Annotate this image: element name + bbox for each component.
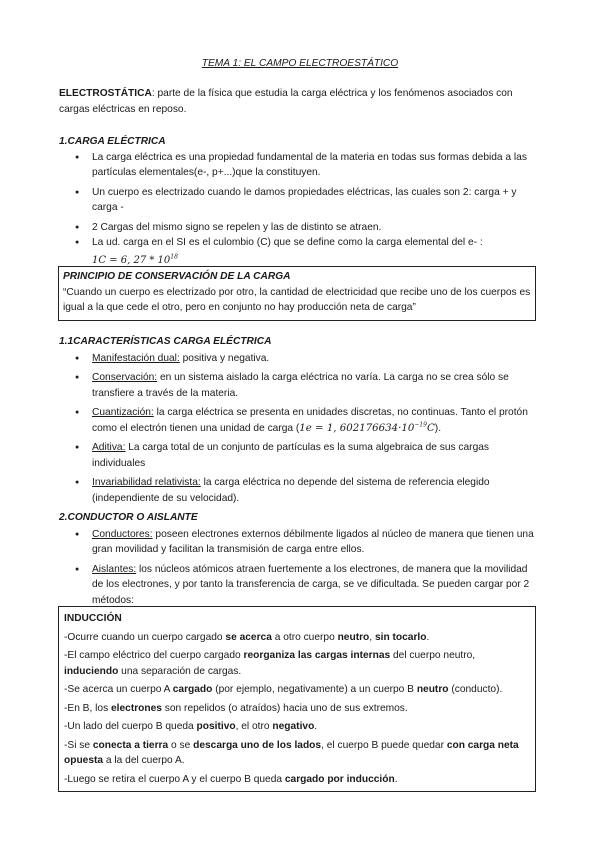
bold-text: se acerca: [225, 631, 272, 643]
text: (por ejemplo, negativamente) a un cuerpo B: [212, 684, 417, 695]
text: o se: [168, 739, 194, 751]
text: -Ocurre cuando un cuerpo cargado: [64, 631, 226, 643]
induction-line: [64, 701, 530, 717]
bold-text: neutro: [416, 684, 449, 695]
item-text: los núcleos atómicos atraen fuertemente a los electrones, de manera que la movilidad de los electrones, y por tanto la transferencia de carga, se ve dificultada. Se pueden cargar por 2 métodos:: [92, 563, 530, 606]
induction-title: INDUCCIÓN: [64, 613, 122, 624]
induction-line: [64, 648, 530, 679]
item-term: Aditiva:: [92, 442, 126, 453]
text: a la del cuerpo A.: [103, 755, 185, 766]
item-term: Conservación:: [92, 372, 158, 383]
page-title: TEMA 1: EL CAMPO ELECTROESTÁTICO: [201, 58, 399, 69]
charge-formula: [299, 423, 435, 434]
text: , el otro: [235, 721, 273, 732]
item-text: positiva y negativa.: [179, 352, 270, 364]
text: una separación de cargas.: [118, 665, 242, 677]
list-item: [59, 351, 539, 367]
bold-text: con carga neta opuesta: [64, 739, 519, 766]
list-item: [59, 370, 539, 401]
text: , el cuerpo B puede quedar: [321, 739, 447, 751]
text: ,: [369, 631, 375, 643]
item-term: Conductores:: [92, 528, 153, 540]
bold-text: induciendo: [64, 665, 119, 677]
induction-line: [64, 719, 530, 735]
formula-close: ).: [434, 422, 442, 434]
text: del cuerpo neutro,: [390, 650, 476, 661]
bullet-list: [59, 527, 539, 609]
section-caracteristicas: [59, 334, 539, 506]
induction-line: [64, 772, 530, 788]
text: (conducto).: [448, 684, 503, 695]
formula-exponent: −19: [414, 421, 427, 429]
bullet-list: [59, 351, 539, 507]
formula-exponent: 18: [170, 253, 178, 261]
item-text: la carga eléctrica no depende del sistema de referencia elegido (independiente de su velocidad).: [92, 477, 490, 504]
bold-text: cargado por inducción: [284, 773, 395, 785]
section-heading: 1.CARGA ELÉCTRICA: [59, 136, 166, 147]
list-item: [59, 475, 539, 506]
induction-line: [64, 682, 530, 698]
text: .: [394, 773, 398, 785]
text: a otro cuerpo: [271, 631, 338, 643]
list-item: ● La ud. carga en el SI es el culombio (C) que se define como la carga elemental del e- :: [59, 235, 539, 251]
text: -El campo eléctrico del cuerpo cargado: [64, 650, 244, 661]
list-item: [59, 405, 539, 436]
item-text: poseen electrones externos débilmente ligados al núcleo de manera que tienen una gran movilidad y facilitan la transmisión de carga entre ellos.: [92, 528, 534, 555]
bold-text: descarga uno de los lados: [193, 739, 322, 751]
text: .: [426, 631, 430, 643]
list-item: [59, 527, 539, 558]
formula-main: 1e = 1, 602176634·10: [299, 422, 415, 434]
list-item: [59, 440, 539, 471]
principle-box: [58, 266, 536, 321]
principle-title: PRINCIPIO DE CONSERVACIÓN DE LA CARGA: [63, 271, 291, 282]
bold-text: neutro: [337, 631, 370, 643]
bullet-list: [59, 150, 539, 251]
item-term: Manifestación dual:: [92, 352, 180, 364]
bold-text: reorganiza las cargas internas: [243, 650, 391, 661]
list-item: ● Un cuerpo es electrizado cuando le damos propiedades eléctricas, las cuales son 2: carga + y carga -: [59, 185, 539, 216]
item-text: la carga eléctrica se presenta en unidades discretas, no continuas. Tanto el protón como el electrón tienen una unidad de carga (: [92, 407, 528, 434]
bold-text: electrones: [111, 702, 162, 714]
text: -Luego se retira el cuerpo A y el cuerpo B queda: [64, 773, 285, 785]
section-heading: 1.1CARACTERÍSTICAS CARGA ELÉCTRICA: [59, 336, 272, 347]
induction-box: [58, 606, 536, 792]
induction-line: [64, 738, 530, 769]
item-term: Cuantización:: [92, 407, 154, 418]
principle-text: “Cuando un cuerpo es electrizado por otro, la cantidad de electricidad que recibe uno de los cuerpos es igual a la que cede el otro, pero en conjunto no hay producción neta de carga”: [63, 286, 531, 313]
bold-text: conecta a tierra: [92, 739, 169, 751]
text: .: [314, 721, 318, 732]
intro-text: : parte de la física que estudia la carga eléctrica y los fenómenos asociados con cargas eléctricas en reposo.: [59, 88, 513, 115]
induction-line: [64, 630, 530, 646]
text: -Un lado del cuerpo B queda: [64, 721, 197, 732]
intro-paragraph: [59, 86, 539, 117]
text: -En B, los: [64, 702, 111, 714]
section-conductor-aislante: [59, 510, 539, 608]
bold-text: positivo: [196, 721, 236, 732]
bold-text: negativo: [272, 721, 315, 732]
text: -Se acerca un cuerpo A: [64, 684, 173, 695]
section-heading: 2.CONDUCTOR O AISLANTE: [59, 512, 198, 523]
list-item: ● 2 Cargas del mismo signo se repelen y las de distinto se atraen.: [59, 220, 539, 236]
item-term: Aislantes:: [92, 563, 137, 575]
formula-main: 1C = 6, 27 * 10: [92, 254, 171, 266]
section-carga-electrica: [59, 134, 539, 268]
text: son repelidos (o atraídos) hacia uno de sus extremos.: [161, 702, 408, 714]
item-text: en un sistema aislado la carga eléctrica no varía. La carga no se crea sólo se transfiere a través de la materia.: [92, 372, 509, 399]
text: -Si se: [64, 739, 93, 751]
bold-text: cargado: [172, 684, 213, 695]
intro-term: ELECTROSTÁTICA: [59, 88, 152, 99]
list-item: [59, 562, 539, 609]
item-term: Invariabilidad relativista:: [92, 477, 201, 488]
item-text: La carga total de un conjunto de partículas es la suma algebraica de sus cargas individuales: [92, 442, 489, 469]
bold-text: sin tocarlo: [374, 631, 427, 643]
formula-unit: C: [427, 422, 435, 434]
list-item: ● La carga eléctrica es una propiedad fundamental de la materia en todas sus formas debida a las partículas elementales(e-, p+...)que la constituyen.: [59, 150, 539, 181]
